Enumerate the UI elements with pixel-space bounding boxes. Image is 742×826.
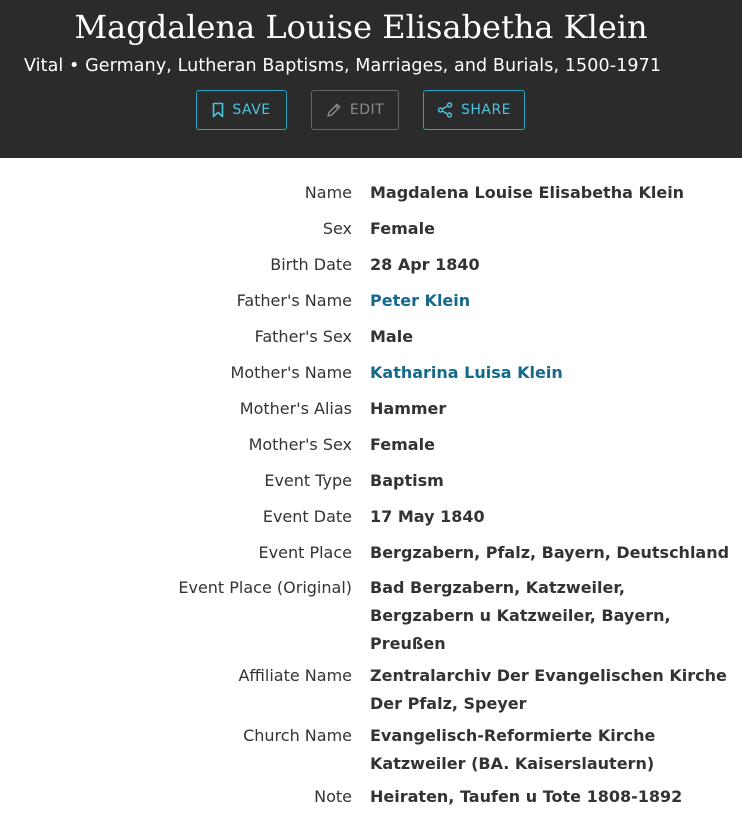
record-value bbox=[370, 539, 740, 567]
record-row bbox=[0, 722, 742, 778]
page-title: Magdalena Louise Elisabetha Klein bbox=[74, 8, 648, 46]
record-value-link[interactable] bbox=[370, 359, 740, 387]
share-icon bbox=[437, 102, 453, 118]
record-row bbox=[0, 359, 742, 387]
record-value bbox=[370, 251, 740, 279]
record-row bbox=[0, 179, 742, 207]
record-value bbox=[370, 722, 740, 778]
record-value-line: 28 Apr 1840 bbox=[370, 255, 480, 274]
record-value-line: Baptism bbox=[370, 471, 444, 490]
record-row bbox=[0, 215, 742, 243]
record-row bbox=[0, 323, 742, 351]
record-row bbox=[0, 251, 742, 279]
record-value-line: 17 May 1840 bbox=[370, 507, 485, 526]
edit-button-label: EDIT bbox=[349, 102, 385, 118]
record-value-line: Magdalena Louise Elisabetha Klein bbox=[370, 183, 685, 202]
record-value-line: Bad Bergzabern, Katzweiler, bbox=[370, 578, 625, 597]
save-button-label: SAVE bbox=[232, 102, 271, 118]
record-value bbox=[370, 431, 740, 459]
record-header bbox=[0, 0, 742, 158]
record-label: Name bbox=[304, 183, 352, 202]
record-row bbox=[0, 395, 742, 423]
record-label: Event Date bbox=[262, 507, 352, 526]
record-label: Event Type bbox=[264, 471, 352, 490]
record-value bbox=[370, 662, 740, 718]
record-label: Father's Sex bbox=[254, 327, 352, 346]
pencil-icon bbox=[326, 102, 342, 118]
record-value bbox=[370, 395, 740, 423]
record-value bbox=[370, 574, 740, 658]
record-value-line: Katzweiler (BA. Kaiserslautern) bbox=[370, 754, 655, 773]
collection-subtitle: Vital • Germany, Lutheran Baptisms, Marriages, and Burials, 1500-1971 bbox=[24, 56, 662, 76]
record-value bbox=[370, 503, 740, 531]
record-label: Mother's Alias bbox=[239, 399, 352, 418]
record-label: Father's Name bbox=[236, 291, 352, 310]
record-row bbox=[0, 431, 742, 459]
record-value bbox=[370, 323, 740, 351]
record-value bbox=[370, 179, 740, 207]
record-value bbox=[370, 783, 740, 811]
edit-button[interactable] bbox=[311, 90, 399, 130]
record-row bbox=[0, 539, 742, 567]
record-value-line[interactable]: Peter Klein bbox=[370, 291, 471, 310]
record-value-line: Male bbox=[370, 327, 414, 346]
record-label: Note bbox=[314, 787, 352, 806]
record-value-line: Heiraten, Taufen u Tote 1808-1892 bbox=[370, 787, 683, 806]
record-row bbox=[0, 783, 742, 811]
record-row bbox=[0, 287, 742, 315]
record-value bbox=[370, 467, 740, 495]
record-label: Mother's Name bbox=[230, 363, 352, 382]
record-value-line: Zentralarchiv Der Evangelischen Kirche bbox=[370, 666, 727, 685]
record-value-line[interactable]: Katharina Luisa Klein bbox=[370, 363, 563, 382]
record-value bbox=[370, 215, 740, 243]
record-label: Mother's Sex bbox=[248, 435, 352, 454]
record-label: Affiliate Name bbox=[238, 666, 352, 685]
share-button-label: SHARE bbox=[460, 102, 512, 118]
record-value-line: Hammer bbox=[370, 399, 447, 418]
record-value-link[interactable] bbox=[370, 287, 740, 315]
record-value-line: Evangelisch-Reformierte Kirche bbox=[370, 726, 656, 745]
bookmark-icon bbox=[212, 102, 224, 118]
record-row bbox=[0, 574, 742, 658]
record-label: Sex bbox=[322, 219, 352, 238]
record-value-line: Female bbox=[370, 435, 435, 454]
record-value-line: Bergzabern u Katzweiler, Bayern, bbox=[370, 606, 671, 625]
record-value-line: Bergzabern, Pfalz, Bayern, Deutschland bbox=[370, 543, 730, 562]
record-value-line: Preußen bbox=[370, 634, 446, 653]
share-button[interactable] bbox=[423, 90, 525, 130]
record-value-line: Female bbox=[370, 219, 435, 238]
record-label: Event Place bbox=[258, 543, 352, 562]
record-row bbox=[0, 503, 742, 531]
save-button[interactable] bbox=[196, 90, 287, 130]
record-value-line: Der Pfalz, Speyer bbox=[370, 694, 527, 713]
record-label: Birth Date bbox=[270, 255, 352, 274]
record-label: Church Name bbox=[243, 726, 352, 745]
record-row bbox=[0, 467, 742, 495]
record-label: Event Place (Original) bbox=[178, 578, 352, 597]
record-row bbox=[0, 662, 742, 718]
